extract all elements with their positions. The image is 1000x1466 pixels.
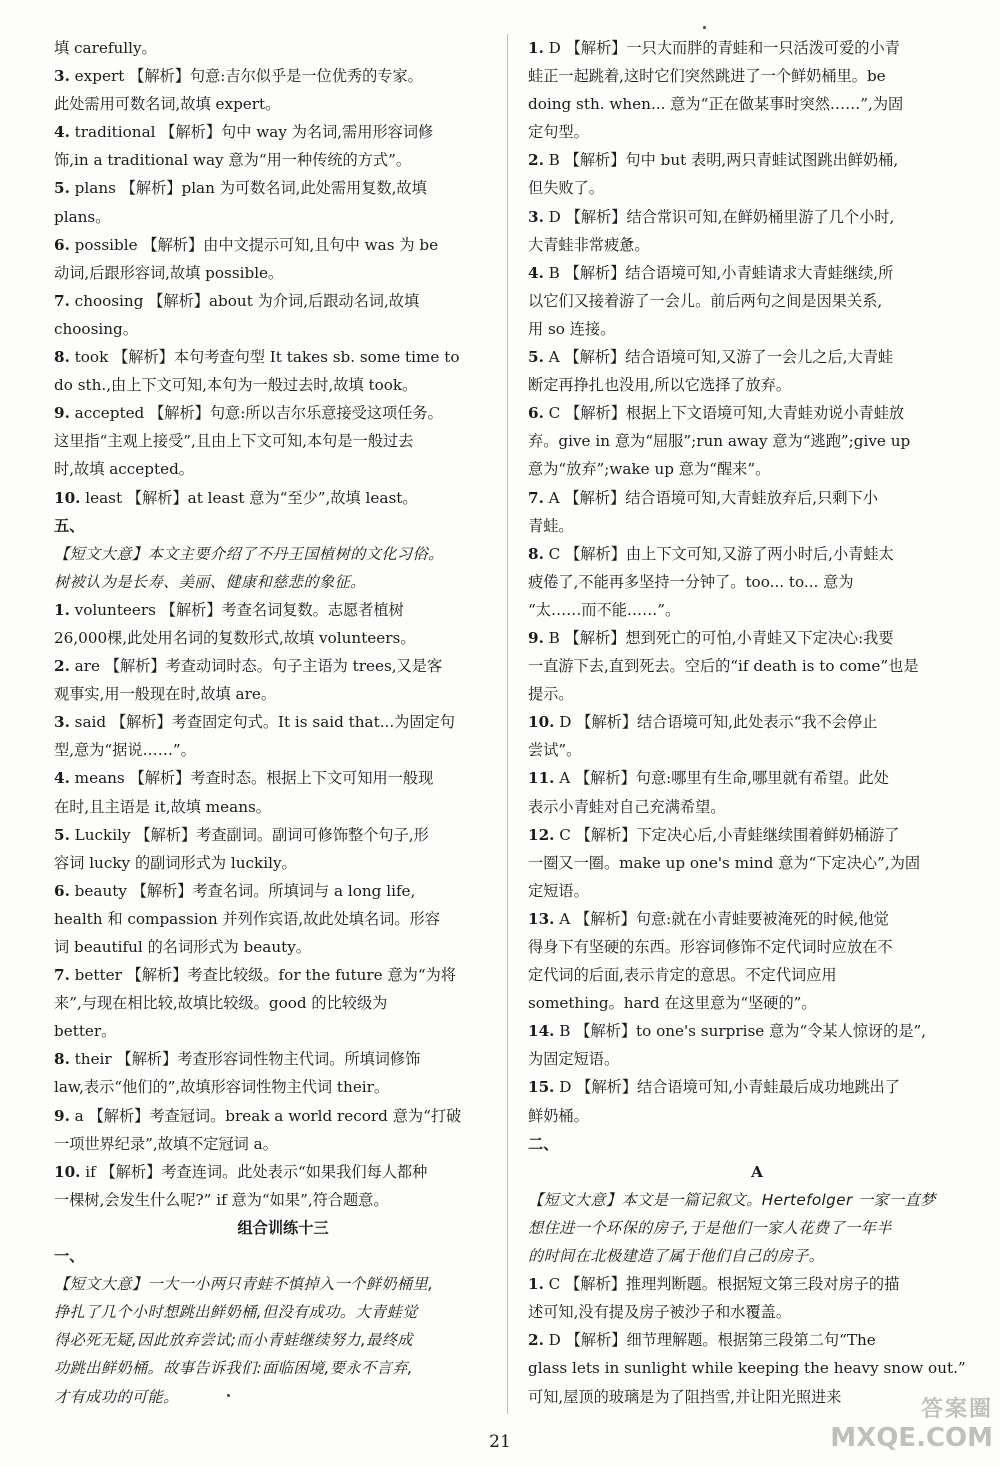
answer-item — [54, 399, 512, 427]
text-line — [528, 231, 986, 259]
text-line — [528, 736, 986, 764]
line-text: 一棵树,会发生什么呢?” if 意为“如果”,符合题意。 — [54, 1190, 389, 1209]
summary-line — [54, 568, 512, 596]
line-text: 尝试”。 — [528, 741, 582, 760]
answer-item — [54, 1045, 512, 1073]
answer-item — [528, 764, 986, 792]
text-line — [54, 1073, 512, 1101]
text-line — [528, 455, 986, 483]
line-text: 填 carefully。 — [54, 39, 157, 57]
line-text: A 【解析】句意:哪里有生命,哪里就有希望。此处 — [554, 769, 889, 788]
line-text: 【短文大意】本文主要介绍了不丹王国植树的文化习俗。 — [54, 544, 444, 563]
watermark-logo — [793, 1396, 993, 1452]
text-line — [54, 849, 512, 877]
text-line — [54, 34, 512, 62]
line-text: 来”,与现在相比较,故填比较级。good 的比较级为 — [54, 994, 388, 1013]
text-line — [528, 652, 986, 680]
line-text: volunteers 【解析】考查名词复数。志愿者植树 — [69, 600, 404, 619]
text-line — [528, 174, 986, 202]
answer-item — [528, 484, 986, 512]
line-text: doing sth. when... 意为“正在做某事时突然……”,为固 — [528, 95, 904, 114]
line-text: 得身下有坚硬的东西。形容词修饰不定代词时应放在不 — [528, 938, 893, 956]
line-text: accepted 【解析】句意:所以吉尔乐意接受这项任务。 — [69, 404, 443, 423]
line-text: something。hard 在这里意为“坚硬的”。 — [528, 994, 817, 1013]
item-number: 6. — [54, 881, 70, 900]
line-text: 意为“放弃”;wake up 意为“醒来”。 — [528, 460, 771, 479]
line-text: plans 【解析】plan 为可数名词,此处需用复数,故填 — [69, 179, 427, 198]
line-text: 蛙正一起跳着,这时它们突然跳进了一个鲜奶桶里。be — [528, 67, 886, 86]
item-number: 8. — [54, 348, 70, 367]
right-column — [528, 34, 986, 1411]
item-number: 6. — [528, 404, 544, 423]
line-text: beauty 【解析】考查名词。所填词与 a long life, — [69, 881, 416, 900]
summary-line — [528, 1214, 986, 1242]
line-text: 观事实,用一般现在时,故填 are。 — [54, 685, 277, 704]
line-text: glass lets in sunlight while keeping the heavy snow out.” — [528, 1359, 966, 1378]
line-text: better。 — [54, 1022, 117, 1041]
line-text: 弃。give in 意为“屈服”;run away 意为“逃跑”;give up — [528, 432, 911, 451]
line-text: choosing。 — [54, 319, 138, 338]
left-column — [54, 34, 512, 1411]
text-line — [528, 568, 986, 596]
line-text: 得必死无疑,因此放弃尝试;而小青蛙继续努力,最终成 — [54, 1331, 413, 1350]
text-line — [54, 427, 512, 455]
answer-item — [54, 764, 512, 792]
line-text: law,表示“他们的”,故填形容词性物主代词 their。 — [54, 1078, 390, 1097]
line-text: 一项世界纪录”,故填不定冠词 a。 — [54, 1134, 278, 1153]
item-number: 1. — [528, 1275, 544, 1294]
answer-item — [54, 343, 512, 371]
line-text: 定短语。 — [528, 881, 589, 900]
answer-item — [54, 821, 512, 849]
answer-item — [54, 174, 512, 202]
section-heading — [528, 1130, 986, 1158]
item-number: 2. — [528, 151, 544, 170]
line-text: 容词 lucky 的副词形式为 luckily。 — [54, 853, 297, 872]
line-text: 时,故填 accepted。 — [54, 460, 194, 479]
set-title — [54, 1214, 512, 1242]
item-number: 3. — [528, 207, 544, 226]
item-number: 3. — [54, 67, 70, 86]
summary-line — [54, 540, 512, 568]
line-text: 但失败了。 — [528, 179, 604, 198]
answer-item — [528, 708, 986, 736]
line-text: C 【解析】根据上下文语境可知,大青蛙劝说小青蛙放 — [543, 404, 905, 423]
line-text: 一圈又一圈。make up one's mind 意为“下定决心”,为固 — [528, 853, 921, 872]
line-text: 组合训练十三 — [237, 1218, 329, 1237]
passage-label — [528, 1158, 986, 1186]
summary-line — [54, 1326, 512, 1354]
item-number: 7. — [528, 488, 544, 507]
answer-item — [54, 596, 512, 624]
text-line — [528, 1102, 986, 1130]
line-text: possible 【解析】由中文提示可知,且句中 was 为 be — [69, 235, 439, 254]
item-number: 5. — [54, 179, 70, 198]
page-number: 21 — [489, 1432, 511, 1452]
line-text: 为固定短语。 — [528, 1050, 620, 1069]
text-line — [528, 1354, 986, 1382]
text-line — [54, 371, 512, 399]
line-text: B 【解析】结合语境可知,小青蛙请求大青蛙继续,所 — [543, 263, 894, 282]
text-line — [528, 989, 986, 1017]
summary-line — [54, 1354, 512, 1382]
line-text: 【短文大意】本文是一篇记叙文。Hertefolger 一家一直梦 — [528, 1190, 936, 1209]
text-line — [528, 849, 986, 877]
line-text: D 【解析】细节理解题。根据第三段第二句“The — [543, 1331, 876, 1350]
answer-item — [54, 1102, 512, 1130]
line-text: B 【解析】to one's surprise 意为“令某人惊讶的是”, — [554, 1022, 927, 1041]
item-number: 15. — [528, 1078, 555, 1097]
answer-item — [528, 203, 986, 231]
line-text: expert 【解析】句意:吉尔似乎是一位优秀的专家。 — [69, 67, 423, 86]
line-text: their 【解析】考查形容词性物主代词。所填词修饰 — [69, 1050, 421, 1069]
item-number: 9. — [54, 1106, 70, 1125]
text-line — [528, 62, 986, 90]
line-text: 以它们又接着游了一会儿。前后两句之间是因果关系, — [528, 291, 883, 310]
summary-line — [528, 1186, 986, 1214]
line-text: A 【解析】结合语境可知,又游了一会儿之后,大青蛙 — [543, 348, 894, 367]
answer-item — [54, 1158, 512, 1186]
item-number: 2. — [54, 657, 70, 676]
line-text: 词 beautiful 的名词形式为 beauty。 — [54, 938, 311, 956]
line-text: 述可知,没有提及房子被沙子和水覆盖。 — [528, 1303, 792, 1322]
answer-item — [528, 1326, 986, 1354]
scan-speck — [703, 26, 706, 29]
line-text: D 【解析】结合语境可知,此处表示“我不会停止 — [554, 713, 878, 732]
text-line — [528, 877, 986, 905]
line-text: 26,000棵,此处用名词的复数形式,故填 volunteers。 — [54, 628, 416, 647]
text-line — [54, 90, 512, 118]
text-line — [54, 315, 512, 343]
answer-item — [528, 146, 986, 174]
answer-item — [54, 62, 512, 90]
item-number: 6. — [54, 235, 70, 254]
text-line — [528, 315, 986, 343]
line-text: 疲倦了,不能再多坚持一分钟了。too... to... 意为 — [528, 572, 854, 591]
line-text: plans。 — [54, 207, 111, 226]
answer-item — [528, 624, 986, 652]
line-text: 用 so 连接。 — [528, 319, 616, 338]
line-text: 功跳出鲜奶桶。故事告诉我们:面临困境,要永不言弃, — [54, 1359, 413, 1378]
line-text: 一直游下去,直到死去。空后的“if death is to come”也是 — [528, 657, 919, 676]
answer-item — [54, 961, 512, 989]
item-number: 7. — [54, 291, 70, 310]
line-text: 青蛙。 — [528, 516, 574, 535]
text-line — [528, 118, 986, 146]
summary-line — [54, 1383, 512, 1411]
text-line — [54, 905, 512, 933]
line-text: B 【解析】想到死亡的可怕,小青蛙又下定决心:我要 — [543, 628, 894, 647]
line-text: A 【解析】结合语境可知,大青蛙放弃后,只剩下小 — [543, 488, 878, 507]
text-line — [528, 1045, 986, 1073]
line-text: 一、 — [54, 1247, 85, 1266]
answer-item — [54, 877, 512, 905]
line-text: 型,意为“据说……”。 — [54, 741, 196, 760]
line-text: A — [751, 1162, 763, 1181]
answer-item — [528, 540, 986, 568]
item-number: 9. — [54, 404, 70, 423]
text-line — [54, 793, 512, 821]
item-number: 10. — [528, 713, 555, 732]
text-line — [528, 1298, 986, 1326]
line-text: traditional 【解析】句中 way 为名词,需用形容词修 — [69, 123, 434, 142]
item-number: 2. — [528, 1331, 544, 1350]
answer-item — [54, 118, 512, 146]
line-text: C 【解析】推理判断题。根据短文第三段对房子的描 — [543, 1275, 900, 1294]
item-number: 5. — [528, 348, 544, 367]
answer-item — [54, 287, 512, 315]
line-text: 动词,后跟形容词,故填 possible。 — [54, 263, 284, 282]
item-number: 1. — [528, 39, 544, 57]
line-text: choosing 【解析】about 为介词,后跟动名词,故填 — [69, 291, 420, 310]
watermark-url: MXQE.COM — [830, 1423, 993, 1453]
line-text: 表示小青蛙对自己充满希望。 — [528, 797, 726, 816]
line-text: 树被认为是长寿、美丽、健康和慈悲的象征。 — [54, 572, 366, 591]
text-line — [528, 961, 986, 989]
text-line — [54, 1130, 512, 1158]
item-number: 4. — [54, 769, 70, 788]
watermark-cn: 答案圈 — [920, 1397, 993, 1422]
item-number: 7. — [54, 966, 70, 985]
line-text: least 【解析】at least 意为“至少”,故填 least。 — [80, 488, 418, 507]
text-line — [528, 371, 986, 399]
line-text: 定代词的后面,表示肯定的意思。不定代词应用 — [528, 966, 837, 985]
section-heading — [54, 512, 512, 540]
line-text: 提示。 — [528, 685, 574, 704]
text-line — [528, 933, 986, 961]
line-text: 在时,且主语是 it,故填 means。 — [54, 797, 271, 816]
line-text: health 和 compassion 并列作宾语,故此处填名词。形容 — [54, 909, 440, 928]
line-text: D 【解析】结合常识可知,在鲜奶桶里游了几个小时, — [543, 207, 895, 226]
item-number: 11. — [528, 769, 555, 788]
text-line — [528, 512, 986, 540]
answer-item — [528, 399, 986, 427]
item-number: 4. — [54, 123, 70, 142]
item-number: 5. — [54, 825, 70, 844]
line-text: A 【解析】句意:就在小青蛙要被淹死的时候,他觉 — [554, 909, 889, 928]
line-text: 才有成功的可能。 — [54, 1387, 179, 1406]
answer-item — [528, 1073, 986, 1101]
item-number: 3. — [54, 713, 70, 732]
text-line — [54, 203, 512, 231]
answer-item — [528, 905, 986, 933]
item-number: 14. — [528, 1022, 555, 1041]
item-number: 4. — [528, 263, 544, 282]
scan-speck — [227, 1394, 230, 1397]
line-text: 【短文大意】一大一小两只青蛙不慎掉入一个鲜奶桶里, — [54, 1275, 434, 1294]
answer-item — [54, 484, 512, 512]
line-text: 鲜奶桶。 — [528, 1106, 589, 1125]
line-text: B 【解析】句中 but 表明,两只青蛙试图跳出鲜奶桶, — [543, 151, 899, 170]
line-text: are 【解析】考查动词时态。句子主语为 trees,又是客 — [69, 657, 443, 676]
item-number: 1. — [54, 600, 70, 619]
text-line — [54, 624, 512, 652]
line-text: better 【解析】考查比较级。for the future 意为“为将 — [69, 966, 456, 985]
text-line — [528, 596, 986, 624]
answer-item — [54, 708, 512, 736]
line-text: means 【解析】考查时态。根据上下文可知用一般现 — [69, 769, 434, 788]
line-text: 想住进一个环保的房子,于是他们一家人花费了一年半 — [528, 1218, 892, 1237]
answer-item — [528, 1270, 986, 1298]
summary-line — [54, 1298, 512, 1326]
text-line — [528, 90, 986, 118]
line-text: 的时间在北极建造了属于他们自己的房子。 — [528, 1247, 825, 1266]
line-text: said 【解析】考查固定句式。It is said that...为固定句 — [69, 713, 455, 732]
section-heading — [54, 1242, 512, 1270]
text-line — [528, 793, 986, 821]
line-text: Luckily 【解析】考查副词。副词可修饰整个句子,形 — [69, 825, 429, 844]
line-text: 挣扎了几个小时想跳出鲜奶桶,但没有成功。大青蛙觉 — [54, 1303, 418, 1322]
answer-item — [528, 343, 986, 371]
item-number: 8. — [54, 1050, 70, 1069]
line-text: 可知,屋顶的玻璃是为了阻挡雪,并让阳光照进来 — [528, 1387, 842, 1406]
line-text: 定句型。 — [528, 123, 589, 142]
line-text: D 【解析】一只大而胖的青蛙和一只活泼可爱的小青 — [543, 39, 900, 57]
text-line — [528, 680, 986, 708]
line-text: 断定再挣扎也没用,所以它选择了放弃。 — [528, 376, 792, 395]
item-number: 9. — [528, 628, 544, 647]
answer-item — [528, 821, 986, 849]
line-text: 五、 — [54, 516, 85, 535]
answer-item — [528, 1017, 986, 1045]
line-text: do sth.,由上下文可知,本句为一般过去时,故填 took。 — [54, 376, 418, 395]
text-line — [54, 146, 512, 174]
summary-line — [528, 1242, 986, 1270]
text-line — [528, 287, 986, 315]
line-text: 大青蛙非常疲惫。 — [528, 235, 650, 254]
answer-item — [528, 259, 986, 287]
line-text: 二、 — [528, 1134, 559, 1153]
text-line — [54, 455, 512, 483]
text-line — [54, 259, 512, 287]
item-number: 13. — [528, 909, 555, 928]
line-text: C 【解析】由上下文可知,又游了两小时后,小青蛙太 — [543, 544, 894, 563]
line-text: 这里指“主观上接受”,且由上下文可知,本句是一般过去 — [54, 432, 414, 451]
line-text: if 【解析】考查连词。此处表示“如果我们每人都种 — [80, 1162, 428, 1181]
text-line — [54, 736, 512, 764]
text-line — [54, 989, 512, 1017]
item-number: 8. — [528, 544, 544, 563]
line-text: D 【解析】结合语境可知,小青蛙最后成功地跳出了 — [554, 1078, 901, 1097]
text-line — [54, 1186, 512, 1214]
line-text: 此处需用可数名词,故填 expert。 — [54, 95, 281, 114]
line-text: 饰,in a traditional way 意为“用一种传统的方式”。 — [54, 151, 412, 170]
answer-item — [54, 652, 512, 680]
text-line — [528, 427, 986, 455]
answer-item — [54, 231, 512, 259]
text-line — [54, 933, 512, 961]
summary-line — [54, 1270, 512, 1298]
text-line — [54, 680, 512, 708]
line-text: a 【解析】考查冠词。break a world record 意为“打破 — [69, 1106, 462, 1125]
answer-item — [528, 34, 986, 62]
line-text: “太……而不能……”。 — [528, 600, 681, 619]
item-number: 10. — [54, 1162, 81, 1181]
line-text: took 【解析】本句考查句型 It takes sb. some time to — [69, 348, 460, 367]
text-line — [54, 1017, 512, 1045]
item-number: 10. — [54, 488, 81, 507]
item-number: 12. — [528, 825, 555, 844]
line-text: C 【解析】下定决心后,小青蛙继续围着鲜奶桶游了 — [554, 825, 900, 844]
